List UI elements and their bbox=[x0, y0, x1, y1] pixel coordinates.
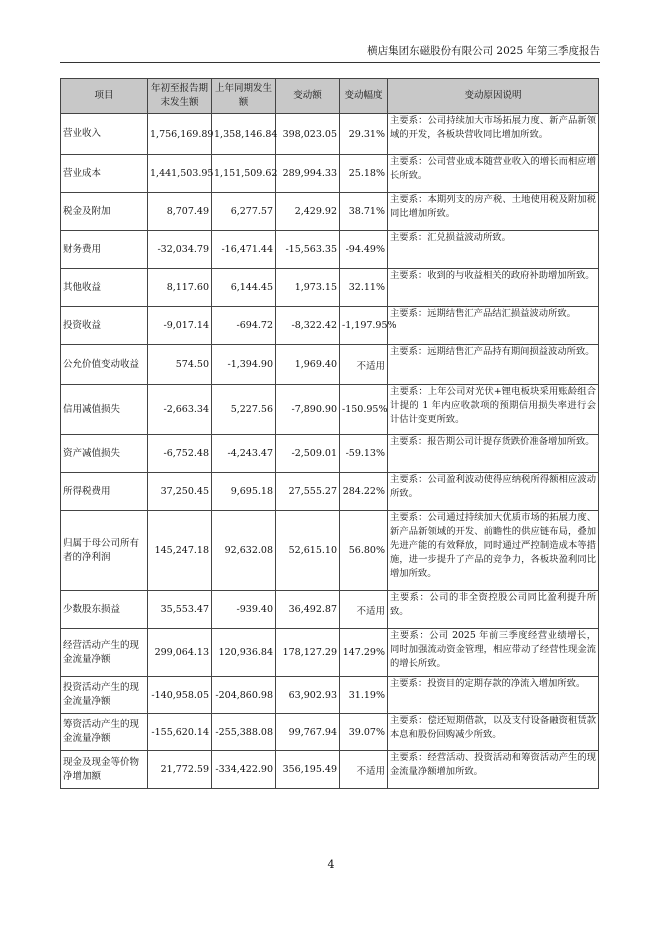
table-row bbox=[61, 751, 599, 789]
table-row bbox=[61, 435, 599, 473]
col-header-pct: 变动幅度 bbox=[340, 79, 388, 114]
table-row bbox=[61, 385, 599, 435]
row-current: -140,958.05 bbox=[148, 677, 212, 714]
table-row bbox=[61, 269, 599, 307]
col-header-prior: 上年同期发生额 bbox=[212, 79, 276, 114]
row-prior: -4,243.47 bbox=[212, 435, 276, 473]
row-current: 37,250.45 bbox=[148, 473, 212, 511]
row-prior: -16,471.44 bbox=[212, 231, 276, 269]
row-pct: 32.11% bbox=[340, 269, 388, 307]
row-change: -7,890.90 bbox=[276, 385, 340, 435]
row-current: 35,553.47 bbox=[148, 591, 212, 629]
row-change: 2,429.92 bbox=[276, 193, 340, 231]
row-reason: 主要系：公司盈利波动使得应纳税所得额相应波动所致。 bbox=[388, 473, 599, 511]
row-item: 其他收益 bbox=[61, 269, 148, 307]
row-prior: 1,358,146.84 bbox=[212, 114, 276, 155]
row-item: 现金及现金等价物净增加额 bbox=[61, 751, 148, 789]
table-row bbox=[61, 114, 599, 155]
row-item: 税金及附加 bbox=[61, 193, 148, 231]
row-item: 所得税费用 bbox=[61, 473, 148, 511]
row-reason: 主要系：经营活动、投资活动和筹资活动产生的现金流量净额增加所致。 bbox=[388, 751, 599, 789]
table-row bbox=[61, 231, 599, 269]
table-row bbox=[61, 155, 599, 193]
col-header-change: 变动额 bbox=[276, 79, 340, 114]
row-current: 1,756,169.89 bbox=[148, 114, 212, 155]
row-pct: -1,197.95% bbox=[340, 307, 388, 345]
row-reason: 主要系：报告期公司计提存货跌价准备增加所致。 bbox=[388, 435, 599, 473]
row-change: 36,492.87 bbox=[276, 591, 340, 629]
row-item: 归属于母公司所有者的净利润 bbox=[61, 511, 148, 591]
row-current: 1,441,503.95 bbox=[148, 155, 212, 193]
row-item: 财务费用 bbox=[61, 231, 148, 269]
row-item: 营业收入 bbox=[61, 114, 148, 155]
table-row bbox=[61, 511, 599, 591]
col-header-current: 年初至报告期末发生额 bbox=[148, 79, 212, 114]
row-reason: 主要系：收到的与收益相关的政府补助增加所致。 bbox=[388, 269, 599, 307]
row-current: -32,034.79 bbox=[148, 231, 212, 269]
row-prior: -204,860.98 bbox=[212, 677, 276, 714]
row-pct: 284.22% bbox=[340, 473, 388, 511]
row-item: 经营活动产生的现金流量净额 bbox=[61, 629, 148, 677]
report-header: 横店集团东磁股份有限公司 2025 年第三季度报告 bbox=[367, 45, 600, 57]
row-prior: 92,632.08 bbox=[212, 511, 276, 591]
row-pct: -59.13% bbox=[340, 435, 388, 473]
row-prior: -255,388.08 bbox=[212, 714, 276, 751]
row-change: 1,973.15 bbox=[276, 269, 340, 307]
row-pct: 39.07% bbox=[340, 714, 388, 751]
table-row bbox=[61, 345, 599, 385]
row-item: 少数股东损益 bbox=[61, 591, 148, 629]
table-row bbox=[61, 714, 599, 751]
row-reason: 主要系：公司的非全资控股公司同比盈利提升所致。 bbox=[388, 591, 599, 629]
row-reason: 主要系：远期结售汇产品持有期间损益波动所致。 bbox=[388, 345, 599, 385]
row-change: 99,767.94 bbox=[276, 714, 340, 751]
row-current: 8,117.60 bbox=[148, 269, 212, 307]
row-change: 27,555.27 bbox=[276, 473, 340, 511]
row-pct: 147.29% bbox=[340, 629, 388, 677]
row-change: 398,023.05 bbox=[276, 114, 340, 155]
table-row bbox=[61, 591, 599, 629]
change-analysis-table bbox=[60, 78, 599, 789]
row-current: -2,663.34 bbox=[148, 385, 212, 435]
table-row bbox=[61, 629, 599, 677]
row-prior: -334,422.90 bbox=[212, 751, 276, 789]
row-current: 8,707.49 bbox=[148, 193, 212, 231]
row-change: 356,195.49 bbox=[276, 751, 340, 789]
row-current: 299,064.13 bbox=[148, 629, 212, 677]
row-change: -2,509.01 bbox=[276, 435, 340, 473]
row-reason: 主要系：偿还短期借款，以及支付设备融资租赁款本息和股份回购减少所致。 bbox=[388, 714, 599, 751]
row-pct: 不适用 bbox=[340, 345, 388, 385]
row-pct: -150.95% bbox=[340, 385, 388, 435]
row-pct: 29.31% bbox=[340, 114, 388, 155]
row-pct: -94.49% bbox=[340, 231, 388, 269]
row-reason: 主要系：公司营业成本随营业收入的增长而相应增长所致。 bbox=[388, 155, 599, 193]
col-header-reason: 变动原因说明 bbox=[388, 79, 599, 114]
row-reason: 主要系：投资目的定期存款的净流入增加所致。 bbox=[388, 677, 599, 714]
row-reason: 主要系：本期列支的房产税、土地使用税及附加税同比增加所致。 bbox=[388, 193, 599, 231]
col-header-item: 项目 bbox=[61, 79, 148, 114]
row-item: 投资活动产生的现金流量净额 bbox=[61, 677, 148, 714]
row-pct: 31.19% bbox=[340, 677, 388, 714]
row-reason: 主要系：公司持续加大市场拓展力度、新产品新领域的开发，各板块营收同比增加所致。 bbox=[388, 114, 599, 155]
row-current: -6,752.48 bbox=[148, 435, 212, 473]
row-current: -155,620.14 bbox=[148, 714, 212, 751]
row-pct: 38.71% bbox=[340, 193, 388, 231]
page-number: 4 bbox=[327, 858, 335, 871]
row-reason: 主要系：公司通过持续加大优质市场的拓展力度、新产品新领域的开发、前瞻性的供应链布局，叠加先进产能的有效释放，同时通过严控制造成本等措施，进一步提升了产品的竞争力，各板块盈利同比增加所致。 bbox=[388, 511, 599, 591]
row-prior: -939.40 bbox=[212, 591, 276, 629]
row-change: -8,322.42 bbox=[276, 307, 340, 345]
table-header-row bbox=[61, 79, 599, 114]
row-item: 营业成本 bbox=[61, 155, 148, 193]
row-change: 63,902.93 bbox=[276, 677, 340, 714]
row-prior: 1,151,509.62 bbox=[212, 155, 276, 193]
header-rule bbox=[60, 62, 600, 63]
row-item: 资产减值损失 bbox=[61, 435, 148, 473]
row-prior: 5,227.56 bbox=[212, 385, 276, 435]
row-current: 21,772.59 bbox=[148, 751, 212, 789]
row-change: 289,994.33 bbox=[276, 155, 340, 193]
row-change: 52,615.10 bbox=[276, 511, 340, 591]
row-item: 筹资活动产生的现金流量净额 bbox=[61, 714, 148, 751]
row-prior: 120,936.84 bbox=[212, 629, 276, 677]
row-current: 145,247.18 bbox=[148, 511, 212, 591]
table-row bbox=[61, 307, 599, 345]
row-prior: 6,277.57 bbox=[212, 193, 276, 231]
row-current: -9,017.14 bbox=[148, 307, 212, 345]
row-change: -15,563.35 bbox=[276, 231, 340, 269]
table-row bbox=[61, 473, 599, 511]
row-reason: 主要系：远期结售汇产品结汇损益波动所致。 bbox=[388, 307, 599, 345]
row-current: 574.50 bbox=[148, 345, 212, 385]
row-item: 投资收益 bbox=[61, 307, 148, 345]
row-reason: 主要系：上年公司对光伏+锂电板块采用账龄组合计提的 1 年内应收款项的预期信用损失率进行会计估计变更所致。 bbox=[388, 385, 599, 435]
row-reason: 主要系：汇兑损益波动所致。 bbox=[388, 231, 599, 269]
row-pct: 不适用 bbox=[340, 591, 388, 629]
row-prior: -694.72 bbox=[212, 307, 276, 345]
row-change: 178,127.29 bbox=[276, 629, 340, 677]
row-prior: 6,144.45 bbox=[212, 269, 276, 307]
row-pct: 25.18% bbox=[340, 155, 388, 193]
row-prior: -1,394.90 bbox=[212, 345, 276, 385]
row-pct: 不适用 bbox=[340, 751, 388, 789]
table-row bbox=[61, 677, 599, 714]
row-item: 公允价值变动收益 bbox=[61, 345, 148, 385]
table-row bbox=[61, 193, 599, 231]
row-reason: 主要系：公司 2025 年前三季度经营业绩增长，同时加强流动资金管理，相应带动了经营性现金流的增长所致。 bbox=[388, 629, 599, 677]
row-prior: 9,695.18 bbox=[212, 473, 276, 511]
row-change: 1,969.40 bbox=[276, 345, 340, 385]
row-item: 信用减值损失 bbox=[61, 385, 148, 435]
row-pct: 56.80% bbox=[340, 511, 388, 591]
